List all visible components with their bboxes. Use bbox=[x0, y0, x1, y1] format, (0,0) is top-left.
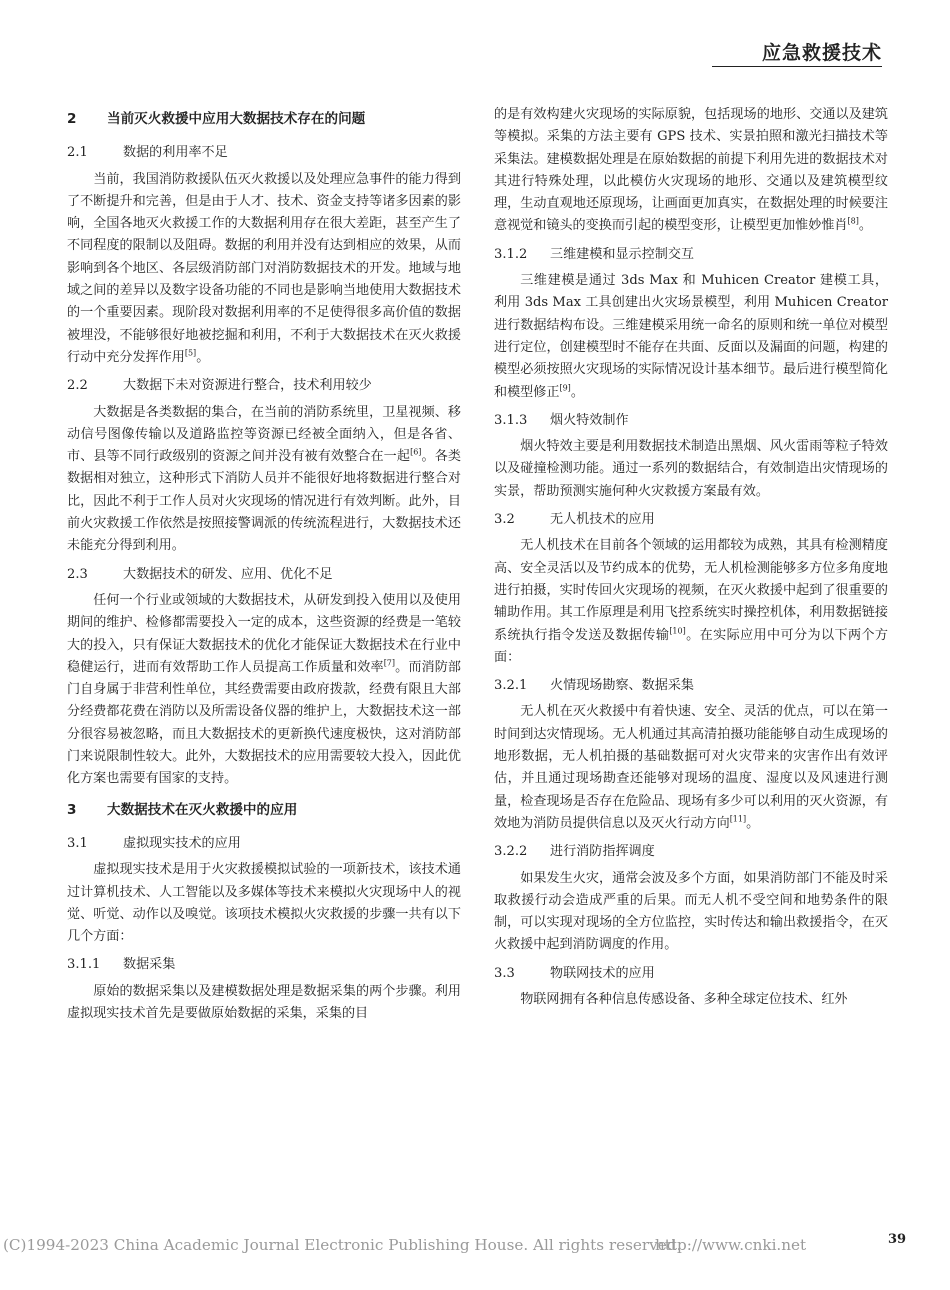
section-2-1-heading: 2.1 数据的利用率不足 bbox=[67, 145, 228, 161]
header-rule bbox=[712, 66, 882, 67]
citation: [5] bbox=[184, 348, 197, 358]
citation: [10] bbox=[669, 626, 686, 636]
section-3-2-heading: 3.2 无人机技术的应用 bbox=[494, 512, 655, 528]
paragraph-3-1-2: 三维建模是通过 3ds Max 和 Muhicen Creator 建模工具，利用 3ds Max 工具创建出火灾场景模型，利用 Muhicen Creator 进行数据结构布设。三维建模采用统一命名的原则和统一单位对模型进行定位，创建模型时不能存在共面、反面以及漏面的问题，构建的模型必须按照火灾现场的实际情况设计基本细节。最后进行模型简化和模型修正[9]。 bbox=[494, 273, 888, 400]
paragraph-3-1: 虚拟现实技术是用于火灾救援模拟试验的一项新技术，该技术通过计算机技术、人工智能以及多媒体等技术来模拟火灾现场中人的视觉、听觉、动作以及嗅觉。该项技术模拟火灾救援的步骤一共有以下几个方面： bbox=[67, 862, 461, 945]
page-number: 39 bbox=[888, 1232, 907, 1247]
paragraph-2-2: 大数据是各类数据的集合，在当前的消防系统里，卫星视频、移动信号图像传输以及道路监控等资源已经被全面纳入，但是各省、市、县等不同行政级别的资源之间并没有被有效整合在一起[6]。各类数据相对独立，这种形式下消防人员并不能很好地将数据进行整合对比，因此不利于工作人员对火灾现场的情况进行有效判断。此外，目前火灾救援工作依然是按照接警调派的传统流程进行，大数据技术还未能充分得到利用。 bbox=[67, 404, 462, 554]
paragraph-3-1-1: 原始的数据采集以及建模数据处理是数据采集的两个步骤。利用虚拟现实技术首先是要做原始数据的采集，采集的目 bbox=[67, 983, 461, 1021]
section-3-heading: 3 大数据技术在灭火救援中的应用 bbox=[67, 801, 298, 818]
section-2-heading: 2 当前灭火救援中应用大数据技术存在的问题 bbox=[67, 111, 366, 127]
citation: [6] bbox=[410, 447, 422, 457]
paragraph-3-1-3: 烟火特效主要是利用数据技术制造出黑烟、风火雷雨等粒子特效以及碰撞检测功能。通过一系列的数据结合，有效制造出灾情现场的实景，帮助预测实施何种火灾救援方案最有效。 bbox=[494, 439, 888, 499]
section-3-3-heading: 3.3 物联网技术的应用 bbox=[494, 965, 655, 981]
citation: [8] bbox=[847, 217, 859, 227]
section-3-1-3-heading: 3.1.3 烟火特效制作 bbox=[494, 412, 629, 428]
paragraph-3-2-2: 如果发生火灾，通常会波及多个方面，如果消防部门不能及时采取救援行动会造成严重的后果。而无人机不受空间和地势条件的限制，可以实现对现场的全方位监控，实时传达和输出救援指令，在灭火救援中起到消防调度的作用。 bbox=[494, 870, 888, 953]
section-3-2-1-heading: 3.2.1 火情现场勘察、数据采集 bbox=[494, 678, 695, 694]
left-column bbox=[67, 104, 461, 1025]
paragraph-2-3: 任何一个行业或领域的大数据技术，从研发到投入使用以及使用期间的维护、检修都需要投入一定的成本，这些资源的经费是一笔较大的投入，只有保证大数据技术的优化才能保证大数据技术在行业中稳健运行，进而有效帮助工作人员提高工作质量和效率[7]。而消防部门自身属于非营利性单位，其经费需要由政府拨款，经费有限且大部分经费都花费在消防以及所需设备仪器的维护上，大数据技术这一部分很容易被忽略，而且大数据技术的更新换代速度极快，这对消防部门来说限制性较大。此外，大数据技术的应用需要较大投入，因此优化方案也需要有国家的支持。 bbox=[67, 592, 462, 787]
citation: [7] bbox=[383, 658, 396, 668]
paragraph-3-2-1: 无人机在灭火救援中有着快速、安全、灵活的优点，可以在第一时间到达灾情现场。无人机通过其高清拍摄功能能够自动生成现场的地形数据，无人机拍摄的基础数据可对火灾带来的灾害作出有效评估，并且通过现场勘查还能够对现场的温度、湿度以及风速进行测量，检查现场是否存在危险品、现场有多少可以利用的灭火资源，有效地为消防员提供信息以及灭火行动方向[11]。 bbox=[494, 704, 888, 831]
section-2-2-heading: 2.2 大数据下未对资源进行整合，技术利用较少 bbox=[67, 378, 372, 394]
paragraph-3-3: 物联网拥有各种信息传感设备、多种全球定位技术、红外 bbox=[520, 991, 848, 1007]
copyright-notice: (C)1994-2023 China Academic Journal Electronic Publishing House. All rights reserved. bbox=[3, 1236, 682, 1254]
paragraph-2-1: 当前，我国消防救援队伍灭火救援以及处理应急事件的能力得到了不断提升和完善，但是由于人才、技术、资金支持等诸多因素的影响，全国各地灭火救援工作的大数据利用存在很大差距，甚至产生了不同程度的限制以及阻碍。数据的利用并没有达到相应的效果，从而影响到各个地区、各层级消防部门对消防数据技术的开发。地域与地域之间的差异以及数字设备功能的不同也是影响当地使用大数据技术的一个重要因素。现阶段对数据利用率的不足使得很多高价值的数据被埋没，不能够很好地被挖掘和利用，不利于大数据技术在灭火救援行动中充分发挥作用[5]。 bbox=[67, 171, 461, 365]
paragraph-3-2: 无人机技术在目前各个领域的运用都较为成熟，其具有检测精度高、安全灵活以及节约成本的优势，无人机检测能够多方位多角度地进行拍摄，实时传回火灾现场的视频，在灭火救援中起到了很重要的辅助作用。其工作原理是利用飞控系统实时操控机体，利用数据链接系统执行指令发送及数据传输[10]。在实际应用中可分为以下两个方面： bbox=[494, 538, 889, 665]
section-3-1-2-heading: 3.1.2 三维建模和显示控制交互 bbox=[494, 246, 695, 262]
section-3-1-1-heading: 3.1.1 数据采集 bbox=[67, 957, 176, 973]
journal-section-title: 应急救援技术 bbox=[761, 42, 882, 64]
cnki-link[interactable]: http://www.cnki.net bbox=[655, 1236, 807, 1254]
citation: [9] bbox=[559, 383, 571, 393]
section-3-2-2-heading: 3.2.2 进行消防指挥调度 bbox=[494, 844, 655, 860]
citation: [11] bbox=[729, 814, 747, 824]
section-3-1-heading: 3.1 虚拟现实技术的应用 bbox=[67, 835, 241, 851]
right-column bbox=[494, 104, 888, 1011]
section-2-3-heading: 2.3 大数据技术的研发、应用、优化不足 bbox=[67, 566, 333, 582]
paragraph-3-1-1-cont: 的是有效构建火灾现场的实际原貌，包括现场的地形、交通以及建筑等模拟。采集的方法主要有 GPS 技术、实景拍照和激光扫描技术等采集法。建模数据处理是在原始数据的前提下利用先进的数据技术对其进行特殊处理，以此模仿火灾现场的地形、交通以及建筑模型纹理，生动直观地还原现场，让画面更加真实，在数据处理的时候要注意视觉和镜头的变换而引起的模型变形，让模型更加惟妙惟肖[8]。 bbox=[494, 107, 888, 234]
